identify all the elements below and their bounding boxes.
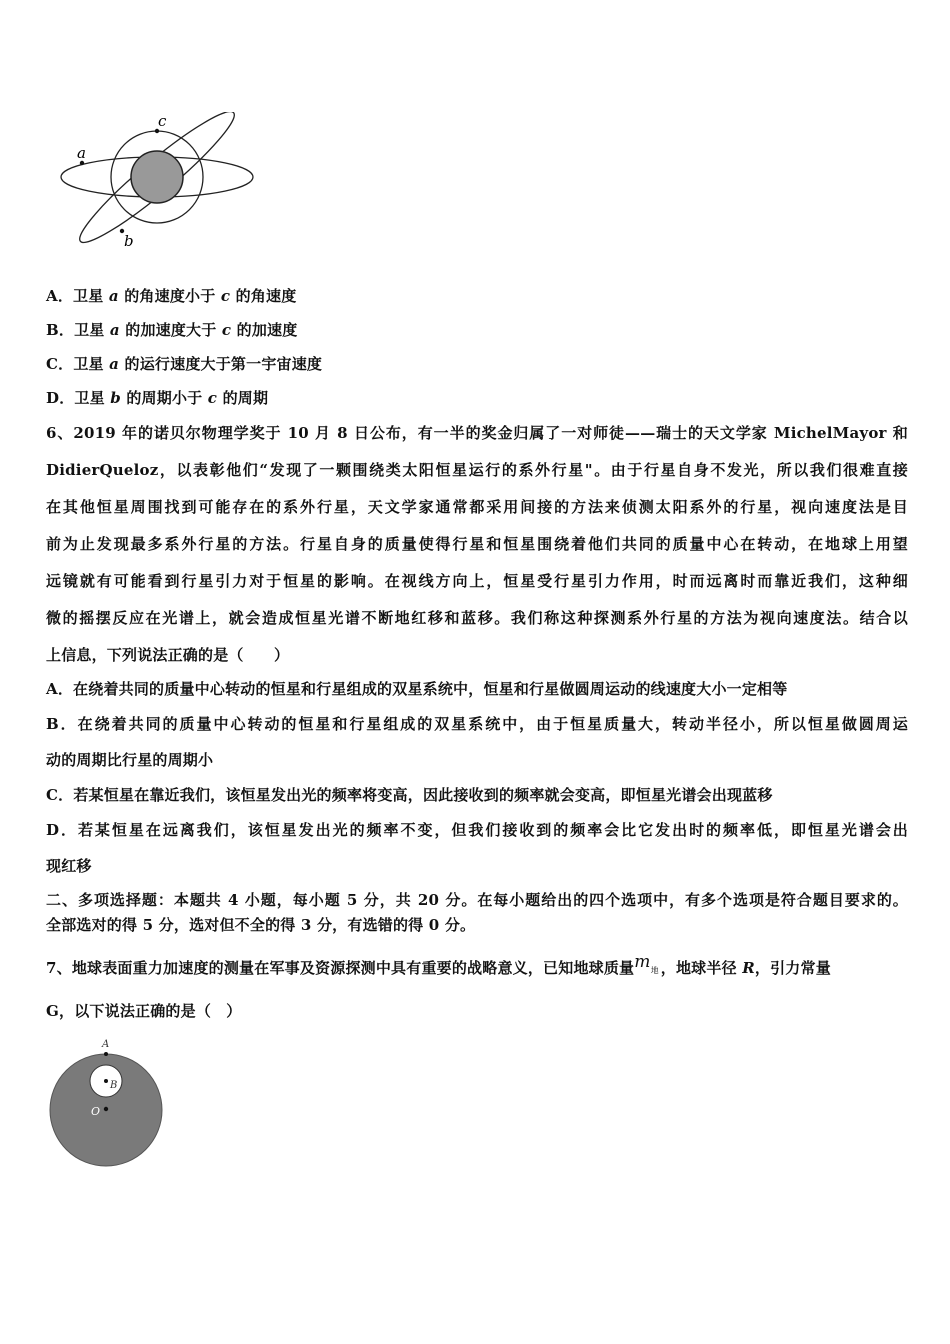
label-point-a: A — [102, 1039, 110, 1050]
q5-d-mid: 的周期小于 — [120, 389, 208, 407]
q5-option-d — [46, 388, 908, 408]
q7-line1-suffix: ，引力常量 — [754, 959, 831, 977]
q5-b-suffix: 的加速度 — [231, 321, 298, 339]
q5-a-suffix: 的角速度 — [230, 287, 297, 305]
q6-option-b-line-1: B．在绕着共同的质量中心转动的恒星和行星组成的双星系统中，由于恒星质量大，转动半径小，所以恒星做圆周运 — [46, 715, 908, 733]
section2-header-line-2: 全部选对的得 5 分，选对但不全的得 3 分，有选错的得 0 分。 — [46, 916, 476, 934]
q5-d-var1: b — [110, 389, 121, 407]
section2-header-line-1: 二、多项选择题：本题共 4 小题，每小题 5 分，共 20 分。在每小题给出的四个选项中，有多个选项是符合题目要求的。 — [46, 891, 908, 909]
q5-option-c — [46, 354, 908, 374]
q5-d-prefix: D．卫星 — [46, 389, 111, 407]
q5-option-a — [46, 286, 908, 306]
q6-option-a: A．在绕着共同的质量中心转动的恒星和行星组成的双星系统中，恒星和行星做圆周运动的线速度大小一定相等 — [46, 680, 788, 698]
q6-stem-line-4: 前为止发现最多系外行星的方法。行星自身的质量使得行星和恒星围绕着他们共同的质量中心在转动，在地球上用望 — [46, 535, 908, 553]
satellite-orbit-diagram — [55, 112, 260, 252]
earth-mass-subscript: 地 — [650, 966, 659, 975]
q5-a-prefix: A．卫星 — [46, 287, 109, 305]
q5-c-mid: 的运行速度大于第一宇宙速度 — [119, 355, 323, 373]
earth-cavity-diagram — [44, 1035, 169, 1170]
q5-b-mid: 的加速度大于 — [119, 321, 222, 339]
q5-c-var1: a — [109, 355, 120, 373]
q6-option-d-line-1: D．若某恒星在远离我们，该恒星发出光的频率不变，但我们接收到的频率会比它发出时的频率低，即恒星光谱会出 — [46, 821, 908, 839]
q6-option-b-line-2: 动的周期比行星的周期小 — [46, 751, 214, 769]
q6-stem-line-3: 在其他恒星周围找到可能存在的系外行星，天文学家通常都采用间接的方法来侦测太阳系外的行星，视向速度法是目 — [46, 498, 908, 516]
label-c: c — [158, 112, 167, 130]
q5-c-prefix: C．卫星 — [46, 355, 110, 373]
label-point-o: O — [91, 1105, 101, 1118]
q6-stem-line-1: 6、2019 年的诺贝尔物理学奖于 10 月 8 日公布，有一半的奖金归属了一对师徒——瑞士的天文学家 MichelMayor 和 — [46, 424, 908, 442]
q5-option-b — [46, 320, 908, 340]
q5-a-var2: c — [220, 287, 231, 305]
label-point-b: B — [110, 1080, 118, 1091]
q7-line1-mid: ，地球半径 — [660, 959, 743, 977]
q6-stem-line-6: 微的摇摆反应在光谱上，就会造成恒星光谱不断地红移和蓝移。我们称这种探测系外行星的方法为视向速度法。结合以 — [46, 609, 908, 627]
earth-mass-symbol: m — [634, 952, 651, 972]
q6-option-c: C．若某恒星在靠近我们，该恒星发出光的频率将变高，因此接收到的频率就会变高，即恒星光谱会出现蓝移 — [46, 786, 773, 804]
earth-radius-symbol: R — [742, 959, 755, 977]
q5-d-var2: c — [207, 389, 218, 407]
q6-option-d-line-2: 现红移 — [46, 857, 92, 875]
q5-d-suffix: 的周期 — [217, 389, 269, 407]
gravitational-constant-symbol: G — [46, 1002, 60, 1020]
q5-b-prefix: B．卫星 — [46, 321, 110, 339]
label-a: a — [77, 144, 86, 162]
q5-b-var2: c — [221, 321, 232, 339]
earth-disc — [131, 151, 183, 203]
point-b-dot — [104, 1079, 108, 1083]
q6-stem-line-2: DidierQueloz，以表彰他们“发现了一颗围绕类太阳恒星运行的系外行星"。由于行星自身不发光，所以我们很难直接 — [46, 461, 908, 479]
q7-line1-prefix: 7、地球表面重力加速度的测量在军事及资源探测中具有重要的战略意义，已知地球质量 — [46, 959, 635, 977]
q7-stem-line-1 — [46, 952, 908, 981]
q7-stem-line-2 — [46, 1001, 908, 1021]
q5-a-var1: a — [108, 287, 119, 305]
q6-stem-line-5: 远镜就有可能看到行星引力对于恒星的影响。在视线方向上，恒星受行星引力作用，时而远离时而靠近我们，这种细 — [46, 572, 908, 590]
point-a-dot — [104, 1052, 108, 1056]
q6-stem-line-7: 上信息，下列说法正确的是（ ） — [46, 646, 290, 664]
q5-b-var1: a — [109, 321, 120, 339]
label-b: b — [124, 232, 134, 250]
point-o-dot — [104, 1107, 108, 1111]
q7-line2-text: ，以下说法正确的是（ ） — [59, 1002, 242, 1020]
q5-a-mid: 的角速度小于 — [118, 287, 221, 305]
